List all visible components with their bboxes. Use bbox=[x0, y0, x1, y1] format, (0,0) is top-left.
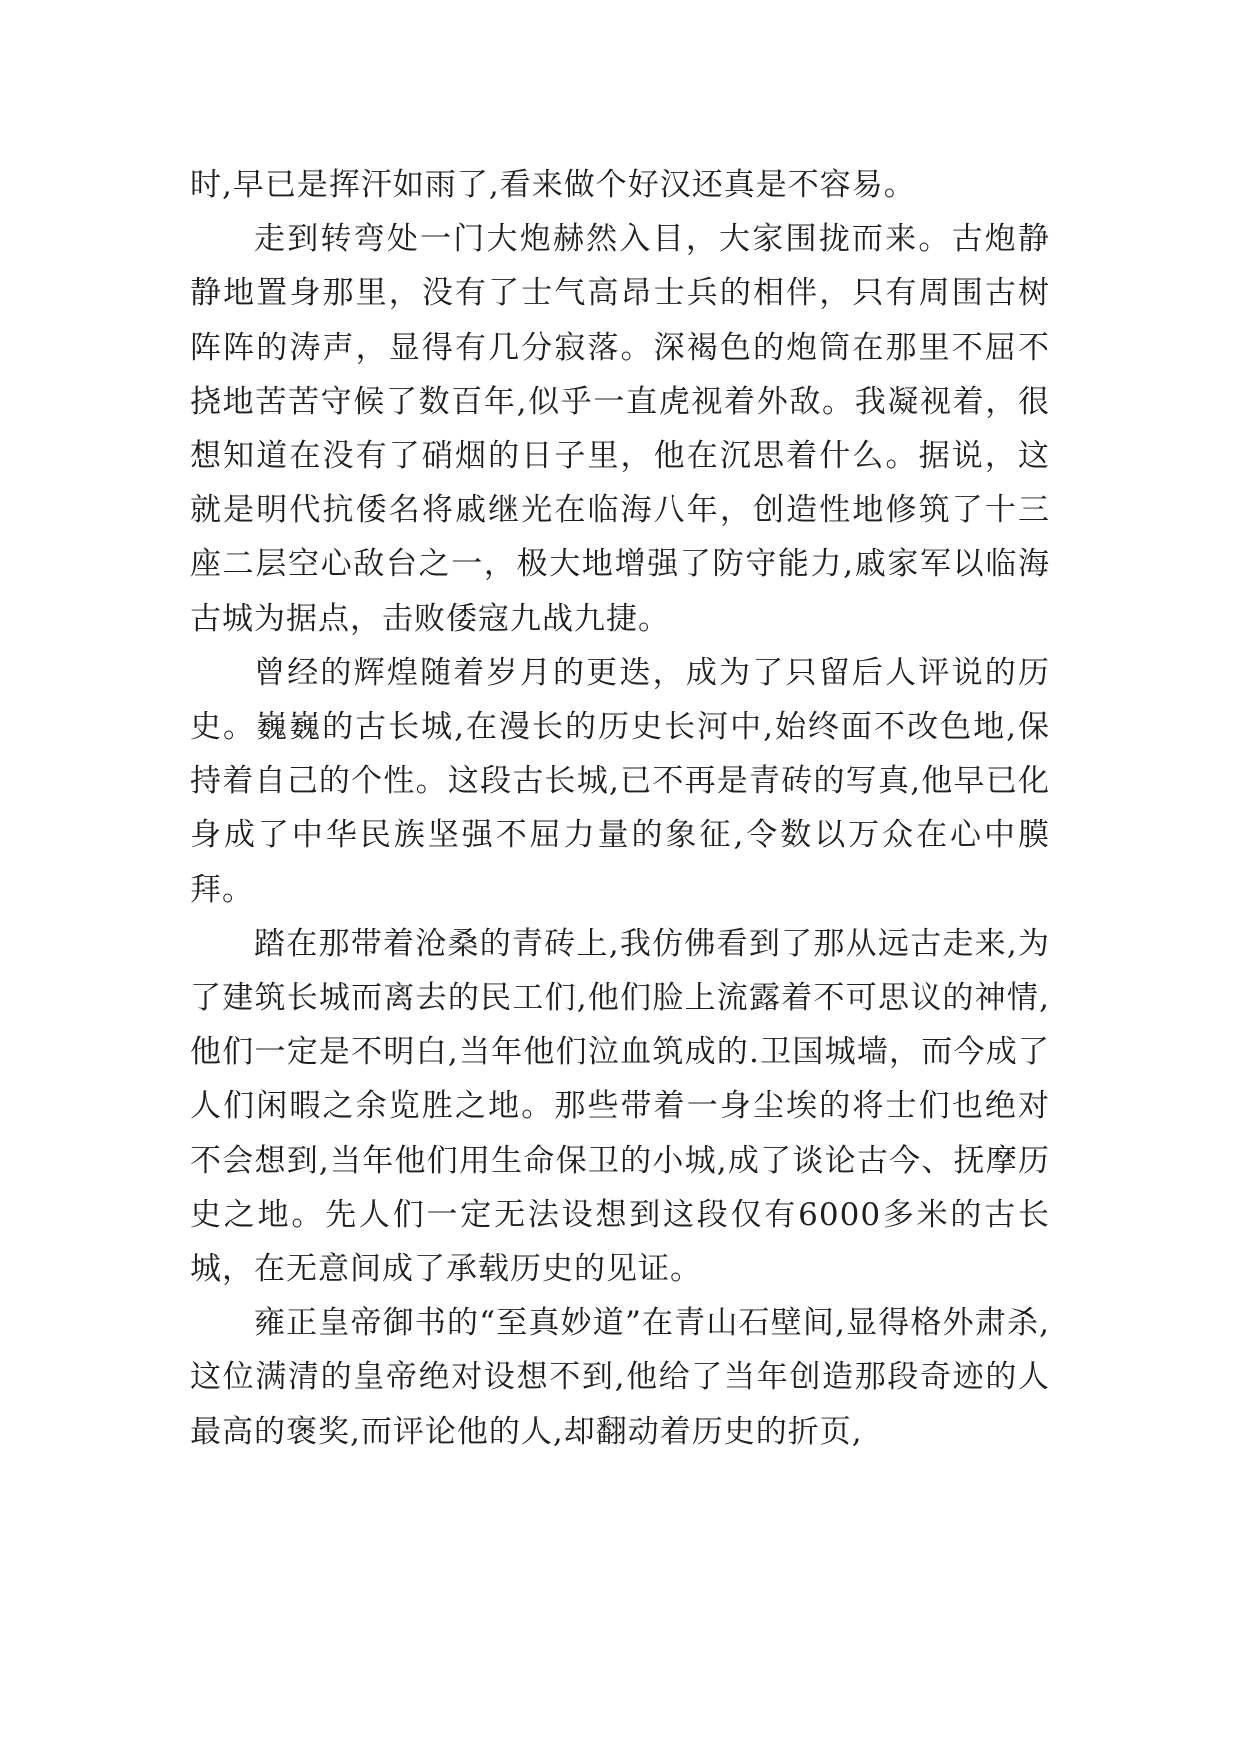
paragraph-continuation: 时,早已是挥汗如雨了,看来做个好汉还真是不容易。 bbox=[190, 167, 916, 203]
paragraph-cannon: 走到转弯处一门大炮赫然入目，大家围拢而来。古炮静静地置身那里，没有了士气高昂士兵的相伴，只有周围古树阵阵的涛声，显得有几分寂落。深褐色的炮筒在那里不屈不挠地苦苦守候了数百年,似乎一直虎视着外敌。我凝视着，很想知道在没有了硝烟的日子里，他在沉思着什么。据说，这就是明代抗倭名将戚继光在临海八年，创造性地修筑了十三座二层空心敌台之一，极大地增强了防守能力,戚家军以临海古城为据点，击败倭寇九战九捷。 bbox=[190, 221, 1050, 637]
body-text bbox=[190, 158, 1050, 1459]
paragraph-yongzheng: 雍正皇帝御书的“至真妙道”在青山石壁间,显得格外肃杀,这位满清的皇帝绝对设想不到,他给了当年创造那段奇迹的人最高的褒奖,而评论他的人,却翻动着历史的折页, bbox=[190, 1305, 1050, 1450]
paragraph-glory: 曾经的辉煌随着岁月的更迭，成为了只留后人评说的历史。巍巍的古长城,在漫长的历史长河中,始终面不改色地,保持着自己的个性。这段古长城,已不再是青砖的写真,他早已化身成了中华民族坚强不屈力量的象征,令数以万众在心中膜拜。 bbox=[190, 654, 1050, 908]
paragraph-workers: 踏在那带着沧桑的青砖上,我仿佛看到了那从远古走来,为了建筑长城而离去的民工们,他们脸上流露着不可思议的神情,他们一定是不明白,当年他们泣血筑成的.卫国城墙，而今成了人们闲暇之余览胜之地。那些带着一身尘埃的将士们也绝对不会想到,当年他们用生命保卫的小城,成了谈论古今、抚摩历史之地。先人们一定无法设想到这段仅有6000多米的古长城，在无意间成了承载历史的见证。 bbox=[190, 925, 1050, 1288]
